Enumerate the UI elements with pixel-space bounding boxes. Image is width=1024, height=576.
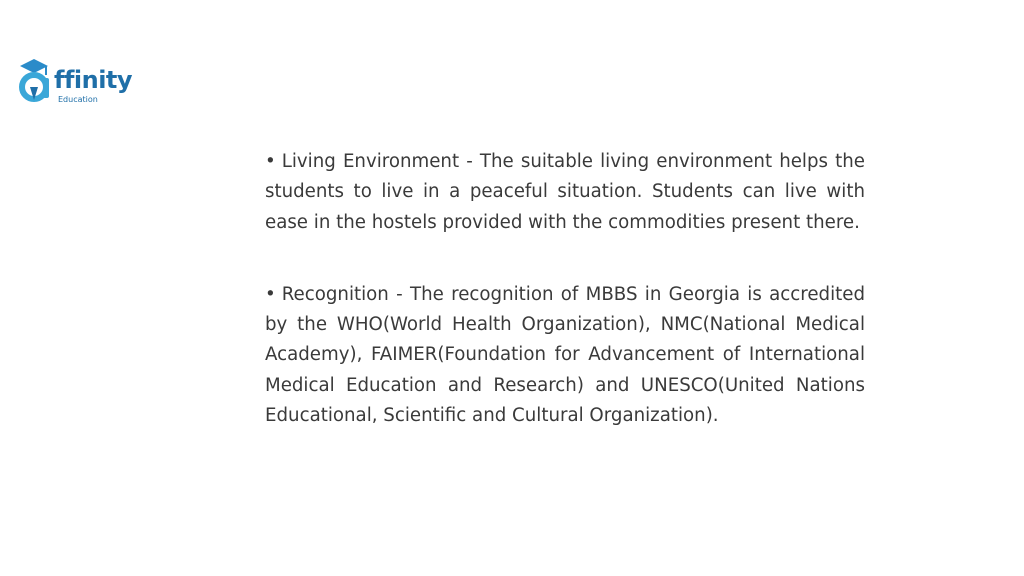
paragraph-text: Recognition - The recognition of MBBS in Georgia is accredited by the WHO(World Health Organization), NMC(National Medical Academy), FAIMER(Foundation for Advancement of International Medical Education and Research) and UNESCO(United Nations Educational, Scientific and Cultural Organization). <box>265 283 865 427</box>
logo-subtitle: Education <box>58 95 98 104</box>
paragraph-living-environment <box>265 147 865 238</box>
bullet-icon: • <box>265 151 276 172</box>
paragraph-text: Living Environment - The suitable living environment helps the students to live in a peaceful situation. Students can live with ease in the hostels provided with the commodities present there. <box>265 151 865 233</box>
logo-wordmark: ffinity <box>54 66 133 94</box>
brand-logo[interactable] <box>16 56 156 110</box>
logo-a-graduation-icon <box>16 56 56 110</box>
paragraph-recognition <box>265 280 865 431</box>
main-content <box>265 147 865 431</box>
bullet-icon: • <box>265 283 276 305</box>
